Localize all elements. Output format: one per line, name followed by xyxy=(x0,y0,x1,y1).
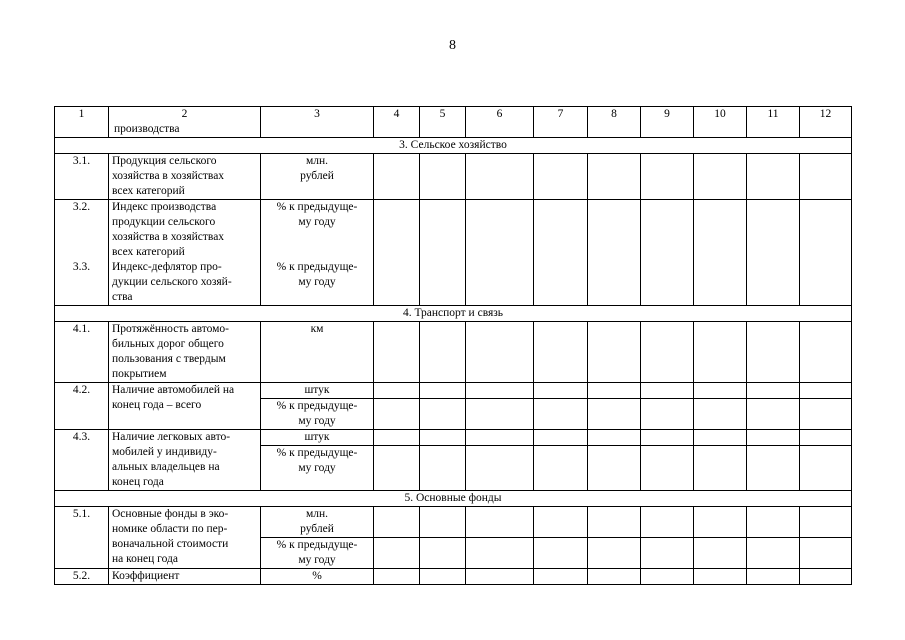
data-cell xyxy=(466,200,534,261)
text-line: Основные фонды в эко- xyxy=(112,508,229,520)
data-cell xyxy=(800,383,852,399)
unit xyxy=(261,154,374,200)
data-cell xyxy=(641,260,694,306)
data-cell xyxy=(534,154,588,200)
indicator-name xyxy=(109,383,261,430)
header-col-7: 7 xyxy=(534,107,588,138)
data-cell xyxy=(534,200,588,261)
data-cell xyxy=(588,569,641,585)
data-cell xyxy=(747,538,800,569)
text-line: покрытием xyxy=(112,368,167,380)
data-cell xyxy=(641,569,694,585)
data-cell xyxy=(747,569,800,585)
data-cell xyxy=(534,399,588,430)
table-row xyxy=(55,507,852,538)
data-cell xyxy=(694,538,747,569)
header-col-2 xyxy=(109,107,261,138)
data-cell xyxy=(374,399,420,430)
text-line: Продукция сельского xyxy=(112,155,217,167)
section-agriculture: 3. Сельское хозяйство xyxy=(55,138,852,154)
text-line: % к предыдуще- xyxy=(276,447,358,459)
data-cell xyxy=(466,399,534,430)
data-cell xyxy=(534,430,588,446)
text-line: Коэффициент xyxy=(112,570,180,582)
data-cell xyxy=(466,322,534,383)
statistics-table xyxy=(54,106,852,585)
text-line: штук xyxy=(304,431,330,443)
data-cell xyxy=(800,538,852,569)
unit xyxy=(261,322,374,383)
header-col-3: 3 xyxy=(261,107,374,138)
data-cell xyxy=(694,430,747,446)
section-row xyxy=(55,138,852,154)
data-cell xyxy=(420,446,466,491)
text-line: бильных дорог общего xyxy=(112,338,224,350)
text-line: Индекс-дефлятор про- xyxy=(112,261,222,273)
data-cell xyxy=(420,154,466,200)
unit xyxy=(261,430,374,446)
unit xyxy=(261,569,374,585)
header-col-2-subtitle: производства xyxy=(114,123,180,135)
text-line: пользования с твердым xyxy=(112,353,226,365)
data-cell xyxy=(694,260,747,306)
text-line: всех категорий xyxy=(112,185,185,197)
text-line: ства xyxy=(112,291,133,303)
data-cell xyxy=(466,383,534,399)
data-cell xyxy=(420,322,466,383)
data-cell xyxy=(466,446,534,491)
text-line: % к предыдуще- xyxy=(276,539,358,551)
data-cell xyxy=(466,538,534,569)
page-number: 8 xyxy=(449,38,456,53)
data-cell xyxy=(588,322,641,383)
data-cell xyxy=(641,507,694,538)
data-cell xyxy=(534,446,588,491)
data-cell xyxy=(534,383,588,399)
data-cell xyxy=(800,260,852,306)
section-fixed-assets: 5. Основные фонды xyxy=(55,491,852,507)
table-row xyxy=(55,383,852,399)
header-col-6: 6 xyxy=(466,107,534,138)
text-line: хозяйства в хозяйствах xyxy=(112,170,225,182)
text-line: конец года xyxy=(112,476,164,488)
text-line: му году xyxy=(298,276,336,288)
text-line: воначальной стоимости xyxy=(112,538,229,550)
indicator-name xyxy=(109,154,261,200)
indicator-name xyxy=(109,322,261,383)
table-row xyxy=(55,569,852,585)
data-cell xyxy=(420,507,466,538)
row-number: 4.3. xyxy=(55,430,109,491)
data-cell xyxy=(420,200,466,261)
data-cell xyxy=(374,260,420,306)
data-cell xyxy=(747,322,800,383)
data-cell xyxy=(420,399,466,430)
data-cell xyxy=(420,569,466,585)
data-cell xyxy=(374,322,420,383)
data-cell xyxy=(374,507,420,538)
data-cell xyxy=(800,569,852,585)
data-cell xyxy=(588,507,641,538)
data-cell xyxy=(641,538,694,569)
header-col-11: 11 xyxy=(747,107,800,138)
data-cell xyxy=(374,538,420,569)
data-cell xyxy=(466,569,534,585)
row-number: 3.2. xyxy=(55,200,109,261)
data-cell xyxy=(694,154,747,200)
text-line: % xyxy=(312,570,322,582)
row-number: 4.1. xyxy=(55,322,109,383)
data-cell xyxy=(747,260,800,306)
data-cell xyxy=(694,200,747,261)
indicator-name xyxy=(109,430,261,491)
header-col-12: 12 xyxy=(800,107,852,138)
data-cell xyxy=(420,260,466,306)
data-cell xyxy=(588,538,641,569)
text-line: % к предыдуще- xyxy=(276,261,358,273)
data-cell xyxy=(534,322,588,383)
data-cell xyxy=(694,322,747,383)
indicator-name xyxy=(109,569,261,585)
unit xyxy=(261,383,374,399)
text-line: конец года – всего xyxy=(112,399,202,411)
unit xyxy=(261,446,374,491)
data-cell xyxy=(694,383,747,399)
unit xyxy=(261,200,374,261)
text-line: Протяжённость автомо- xyxy=(112,323,229,335)
data-cell xyxy=(694,446,747,491)
data-cell xyxy=(694,399,747,430)
data-cell xyxy=(694,569,747,585)
text-line: дукции сельского хозяй- xyxy=(112,276,232,288)
data-cell xyxy=(534,538,588,569)
data-cell xyxy=(466,507,534,538)
data-cell xyxy=(800,430,852,446)
text-line: % к предыдуще- xyxy=(276,400,358,412)
text-line: млн. xyxy=(305,508,329,520)
row-number: 5.1. xyxy=(55,507,109,569)
data-cell xyxy=(466,154,534,200)
text-line: млн. xyxy=(305,155,329,167)
data-cell xyxy=(747,446,800,491)
data-cell xyxy=(420,430,466,446)
text-line: рублей xyxy=(300,170,334,182)
data-cell xyxy=(588,200,641,261)
data-cell xyxy=(374,446,420,491)
indicator-name xyxy=(109,200,261,261)
text-line: Наличие автомобилей на xyxy=(112,384,235,396)
data-cell xyxy=(800,446,852,491)
data-cell xyxy=(747,200,800,261)
header-col-4: 4 xyxy=(374,107,420,138)
data-cell xyxy=(588,154,641,200)
data-cell xyxy=(800,154,852,200)
section-row xyxy=(55,491,852,507)
data-cell xyxy=(588,446,641,491)
table-row xyxy=(55,322,852,383)
table-row xyxy=(55,430,852,446)
data-cell xyxy=(800,507,852,538)
row-number: 5.2. xyxy=(55,569,109,585)
data-cell xyxy=(420,538,466,569)
header-col-1: 1 xyxy=(55,107,109,138)
data-cell xyxy=(534,260,588,306)
data-cell xyxy=(747,507,800,538)
data-cell xyxy=(588,399,641,430)
indicator-name xyxy=(109,507,261,569)
data-cell xyxy=(747,383,800,399)
text-line: му году xyxy=(298,415,336,427)
indicator-name xyxy=(109,260,261,306)
data-cell xyxy=(641,399,694,430)
section-transport: 4. Транспорт и связь xyxy=(55,306,852,322)
text-line: альных владельцев на xyxy=(112,461,220,473)
data-cell xyxy=(534,569,588,585)
header-col-8: 8 xyxy=(588,107,641,138)
data-cell xyxy=(800,399,852,430)
data-cell xyxy=(466,430,534,446)
text-line: номике области по пер- xyxy=(112,523,228,535)
text-line: км xyxy=(310,323,324,335)
data-cell xyxy=(466,260,534,306)
text-line: Наличие легковых авто- xyxy=(112,431,231,443)
data-cell xyxy=(374,154,420,200)
text-line: мобилей у индивиду- xyxy=(112,446,217,458)
unit xyxy=(261,507,374,538)
data-cell xyxy=(420,383,466,399)
text-line: на конец года xyxy=(112,553,178,565)
row-number: 3.1. xyxy=(55,154,109,200)
data-cell xyxy=(588,383,641,399)
text-line: рублей xyxy=(300,523,334,535)
text-line: Индекс производства xyxy=(112,201,217,213)
data-cell xyxy=(641,154,694,200)
text-line: продукции сельского xyxy=(112,216,216,228)
data-cell xyxy=(374,430,420,446)
text-line: му году xyxy=(298,216,336,228)
table-row xyxy=(55,200,852,261)
data-cell xyxy=(694,507,747,538)
row-number: 4.2. xyxy=(55,383,109,430)
text-line: хозяйства в хозяйствах xyxy=(112,231,225,243)
data-cell xyxy=(374,200,420,261)
row-number: 3.3. xyxy=(55,260,109,306)
header-col-10: 10 xyxy=(694,107,747,138)
header-col-5: 5 xyxy=(420,107,466,138)
data-cell xyxy=(641,446,694,491)
data-cell xyxy=(747,154,800,200)
unit xyxy=(261,260,374,306)
text-line: всех категорий xyxy=(112,246,185,258)
header-col-9: 9 xyxy=(641,107,694,138)
header-row xyxy=(55,107,852,138)
text-line: % к предыдуще- xyxy=(276,201,358,213)
data-cell xyxy=(641,322,694,383)
unit xyxy=(261,538,374,569)
text-line: му году xyxy=(298,462,336,474)
text-line: му году xyxy=(298,554,336,566)
table-row xyxy=(55,260,852,306)
data-cell xyxy=(588,430,641,446)
data-cell xyxy=(641,200,694,261)
table-row xyxy=(55,154,852,200)
data-cell xyxy=(641,430,694,446)
text-line: штук xyxy=(304,384,330,396)
data-cell xyxy=(534,507,588,538)
data-cell xyxy=(374,383,420,399)
data-cell xyxy=(641,383,694,399)
header-col-2-number: 2 xyxy=(181,108,188,120)
data-cell xyxy=(588,260,641,306)
data-cell xyxy=(747,399,800,430)
section-row xyxy=(55,306,852,322)
data-cell xyxy=(374,569,420,585)
data-cell xyxy=(800,322,852,383)
unit xyxy=(261,399,374,430)
data-cell xyxy=(747,430,800,446)
data-cell xyxy=(800,200,852,261)
